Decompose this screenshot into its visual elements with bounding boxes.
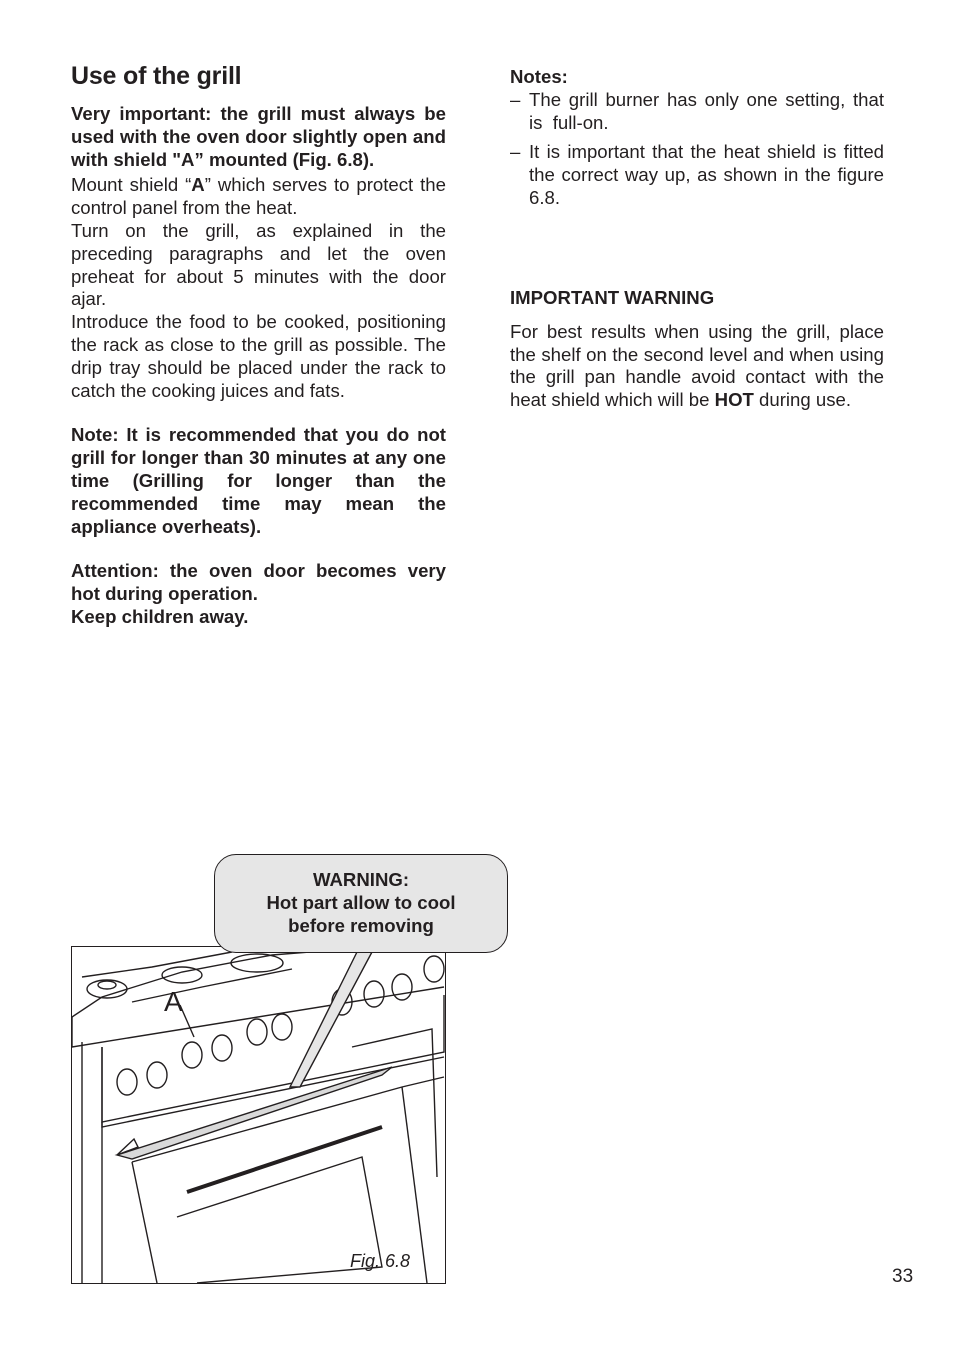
pan-support	[132, 969, 292, 1002]
mount-text-start: Mount shield “	[71, 174, 192, 196]
door-left	[132, 1162, 157, 1283]
pan-support	[82, 952, 232, 977]
shield-letter: A	[191, 174, 205, 196]
hob-front-edge	[72, 987, 444, 1047]
important-warning-text	[510, 321, 884, 412]
mount-text-end: ” which serves to protect the control panel from the heat.	[71, 174, 446, 219]
warning-callout	[214, 854, 508, 953]
important-instruction: Very important: the grill must always be used with the oven door slightly open and with shield "A” mounted (Fig. 6.8).	[71, 103, 446, 170]
figure-caption: Fig. 6.8	[350, 1251, 411, 1271]
page-number: 33	[892, 1266, 914, 1287]
warning-text-start: For best results when using the grill, place the shelf on the second level and when using the grill pan handle avoid contact with the heat shield which will be	[510, 320, 884, 411]
attention-children: Keep children away.	[71, 605, 249, 627]
section-title: Use of the grill	[71, 62, 242, 90]
turn-on-paragraph: Turn on the grill, as explained in the preceding paragraphs and let the oven preheat for about 5 minutes with the door ajar.	[71, 219, 446, 310]
warning-text-end: during use.	[753, 389, 852, 411]
door-top	[132, 1077, 444, 1162]
notes-title: Notes:	[510, 66, 568, 87]
left-column	[71, 62, 446, 629]
introduce-food-paragraph: Introduce the food to be cooked, positioning the rack as close to the grill as possible. The drip tray should be placed under the rack to catch the cooking juices and fats.	[71, 311, 446, 401]
burner-icon	[231, 954, 283, 972]
hot-word: HOT	[714, 389, 754, 411]
callout-pointer	[290, 952, 372, 1087]
note-item	[510, 89, 884, 135]
oven-illustration	[71, 946, 446, 1284]
dash-bullet: –	[510, 88, 521, 110]
note-text: The grill burner has only one setting, that is full-on.	[529, 88, 884, 133]
mount-shield-paragraph	[71, 174, 446, 220]
note-item	[510, 141, 884, 209]
right-column	[510, 62, 884, 412]
attention-door-hot: Attention: the oven door becomes very hot during operation.	[71, 560, 446, 605]
control-panel-bottom	[102, 1057, 444, 1127]
dash-bullet: –	[510, 141, 521, 163]
note-text: It is important that the heat shield is fitted the correct way up, as shown in the figure 6.8.	[529, 141, 884, 208]
grill-time-note: Note: It is recommended that you do not grill for longer than 30 minutes at any one time (Grilling for longer than the recommended time may mean the appliance overheats).	[71, 424, 446, 537]
heat-shield	[117, 1067, 392, 1159]
oven-side-panel	[352, 1029, 437, 1177]
callout-line: before removing	[288, 915, 434, 936]
important-warning-title: IMPORTANT WARNING	[510, 286, 715, 308]
burner-cap-icon	[98, 981, 116, 989]
callout-line: Hot part allow to cool	[266, 892, 456, 913]
shield-label: A	[164, 986, 183, 1017]
callout-heading: WARNING:	[312, 869, 410, 890]
burner-icon	[162, 967, 202, 983]
oven-drawing	[72, 947, 445, 1283]
